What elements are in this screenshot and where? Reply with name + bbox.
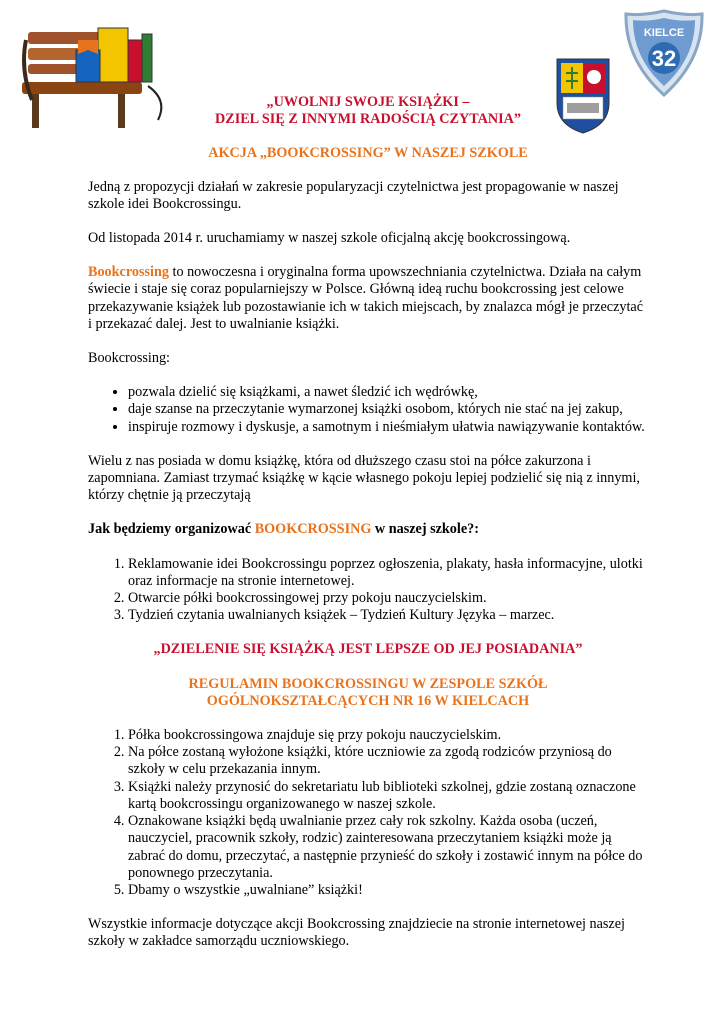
list-item: 4. Oznakowane książki będą uwalnianie przez cały rok szkolny. Każda osoba (uczeń, nauczyciel, pracownik szkoły, rodzic) zainteresowana przeczytaniem książki może ją zabrać do domu, przeczytać, a następnie przynieść do szkoły i zostawić innym na półce do ponownego przeczytania.	[128, 813, 648, 882]
list-item: 1. Półka bookcrossingowa znajduje się przy pokoju nauczycielskim.	[128, 727, 648, 744]
list-item: 3. Tydzień czytania uwalnianych książek – Tydzień Kultury Języka – marzec.	[128, 607, 648, 624]
footer-paragraph: Wszystkie informacje dotyczące akcji Bookcrossing znajdziecie na stronie internetowej naszej szkoły w zakładce samorządu uczniowskiego.	[88, 916, 625, 950]
rules-title	[88, 676, 648, 710]
document-body	[88, 94, 648, 951]
intro-paragraph-1: Jedną z propozycji działań w zakresie popularyzacji czytelnictwa jest propagowanie w naszej szkole idei Bookcrossingu.	[88, 178, 619, 212]
list-item: 1. Reklamowanie idei Bookcrossingu poprzez ogłoszenia, plakaty, hasła informacyjne, ulotki oraz informacje na stronie internetowej.	[128, 556, 648, 590]
benefits-list	[88, 384, 648, 436]
list-item: 3. Książki należy przynosić do sekretariatu lub biblioteki szkolnej, gdzie zostaną oznaczone kartą bookcrossingu organizowanego w naszej szkole.	[128, 779, 648, 813]
school-32-badge-icon	[623, 8, 705, 98]
intro-paragraph-2: Od listopada 2014 r. uruchamiamy w naszej szkole oficjalną akcję bookcrossingową.	[88, 230, 571, 247]
question-before: Jak będziemy organizować	[88, 521, 255, 538]
rules-title-line1: REGULAMIN BOOKCROSSINGU W ZESPOLE SZKÓŁ	[188, 675, 548, 692]
list-item: • inspiruje rozmowy i dyskusje, a samotnym i nieśmiałym ułatwia nawiązywanie kontaktów.	[128, 419, 648, 436]
rules-title-line2: OGÓLNOKSZTAŁCĄCYCH NR 16 W KIELCACH	[206, 692, 530, 709]
motto: „DZIELENIE SIĘ KSIĄŻKĄ JEST LEPSZE OD JEJ POSIADANIA”	[153, 641, 583, 658]
subtitle: AKCJA „BOOKCROSSING” W NASZEJ SZKOLE	[208, 145, 528, 162]
list-item: • daje szanse na przeczytanie wymarzonej książki osobom, których nie stać na jej zakup,	[128, 401, 648, 418]
rules-list	[88, 727, 648, 899]
question-highlight: BOOKCROSSING	[254, 521, 372, 538]
list-item: 2. Otwarcie półki bookcrossingowej przy pokoju nauczycielskim.	[128, 590, 648, 607]
list-item: • pozwala dzielić się książkami, a nawet śledzić ich wędrówkę,	[128, 384, 648, 401]
question-heading	[88, 521, 648, 538]
main-title-line1: „UWOLNIJ SWOJE KSIĄŻKI –	[266, 94, 470, 110]
list-item: 2. Na półce zostaną wyłożone książki, które uczniowie za zgodą rodziców przyniosą do szkoły w celu przekazania innym.	[128, 744, 648, 778]
main-title-line2: DZIEL SIĘ Z INNYMI RADOŚCIĄ CZYTANIA”	[214, 111, 521, 128]
home-paragraph: Wielu z nas posiada w domu książkę, która od dłuższego czasu stoi na półce zakurzona i zapomniana. Zamiast trzymać książkę w kącie własnego pokoju lepiej podzielić się nią z innymi, którzy chętnie ją przeczytają	[88, 452, 640, 504]
definition-text: to nowoczesna i oryginalna forma upowszechniania czytelnictwa. Działa na całym świecie i staje się coraz popularniejszy w Polsce. Główną ideą ruchu bookcrossing jest celowe przekazywanie książek lub pozostawianie ich w takich miejscach, by znalazca mógł je przeczytać i przekazać dalej. Jest to uwalnianie książki.	[88, 264, 644, 332]
organize-list	[88, 556, 648, 625]
definition-paragraph	[88, 264, 648, 333]
list-intro: Bookcrossing:	[88, 350, 170, 367]
main-title	[88, 94, 648, 128]
badge-number-text: 32	[651, 46, 677, 71]
definition-term: Bookcrossing	[88, 264, 169, 281]
question-after: w naszej szkole?:	[371, 521, 479, 538]
badge-top-text: KIELCE	[643, 27, 685, 39]
list-item: 5. Dbamy o wszystkie „uwalniane” książki!	[128, 882, 648, 899]
